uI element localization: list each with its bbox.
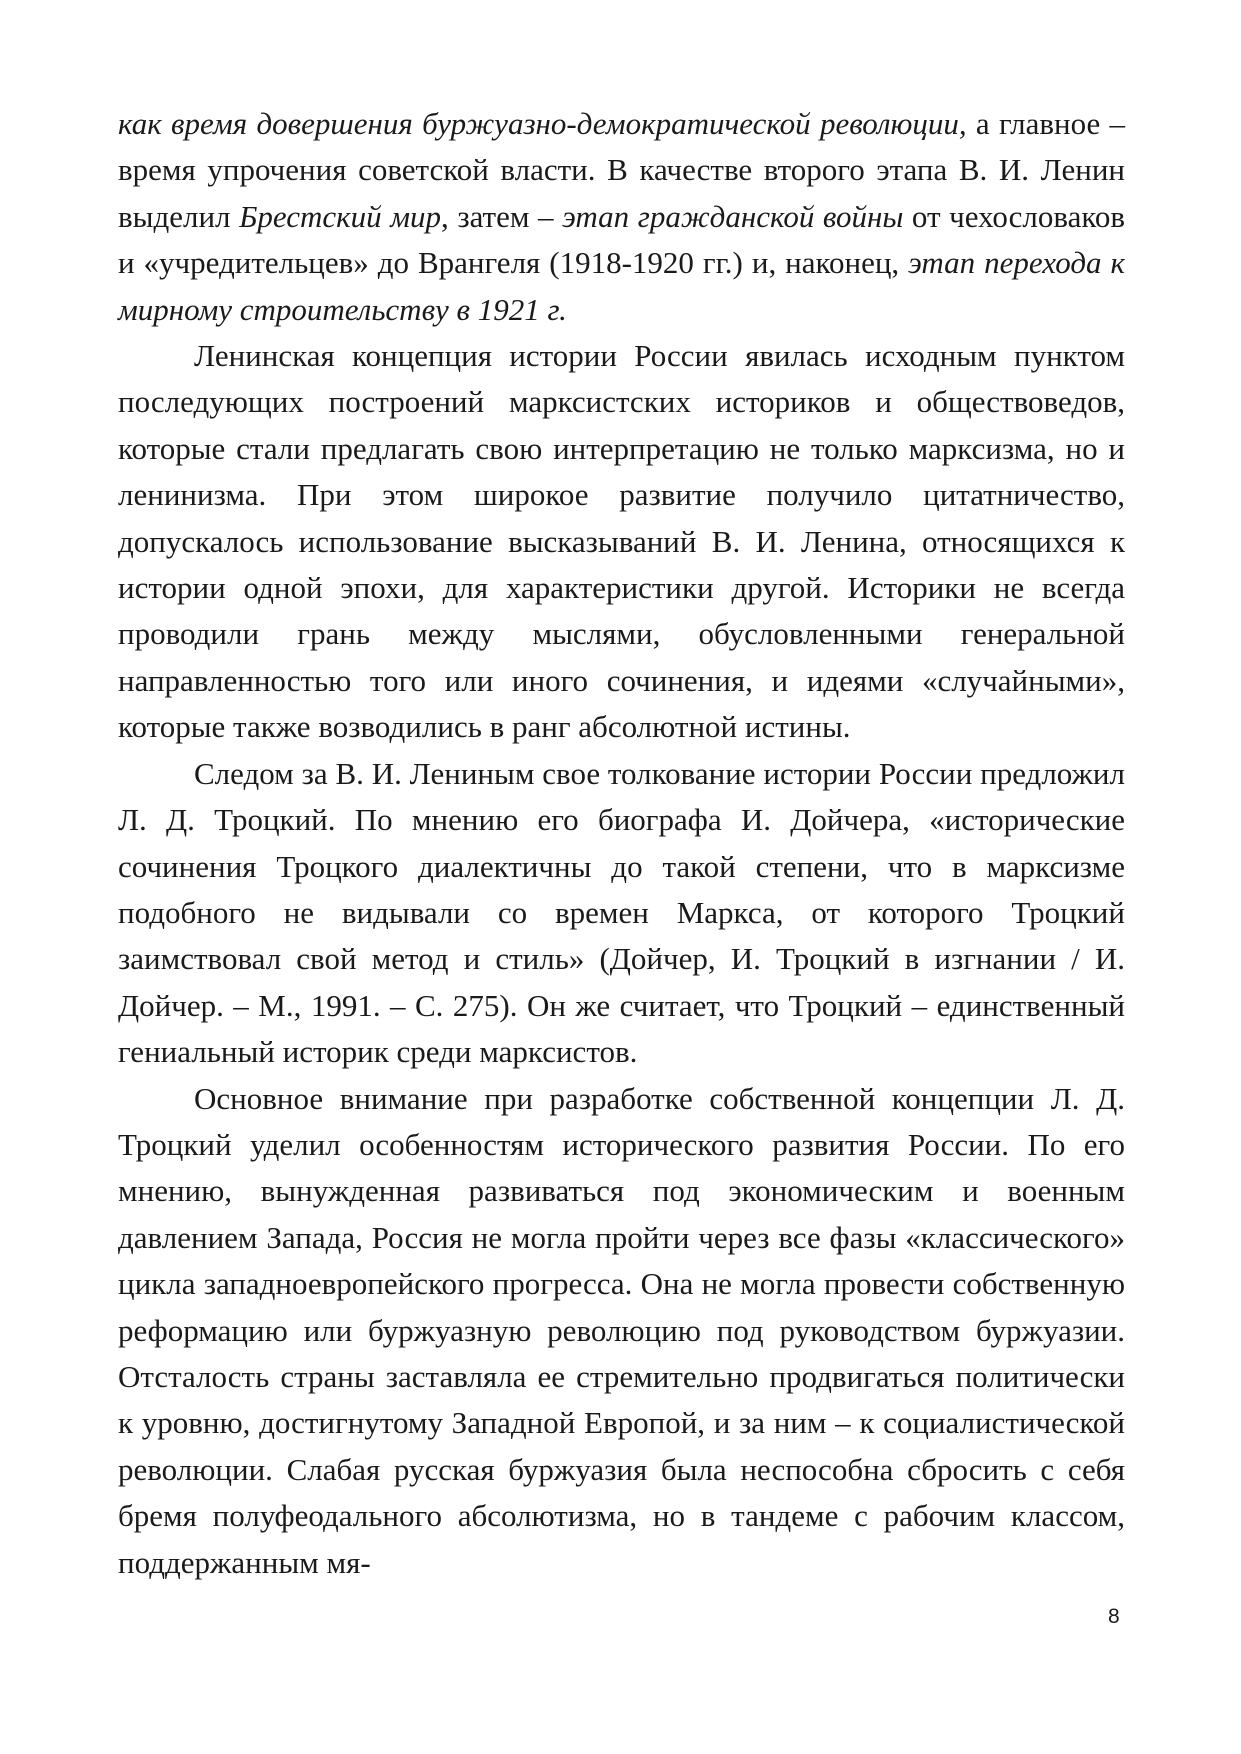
paragraph-1-seg-3: Брестский мир [239, 198, 442, 234]
paragraph-1-seg-7: этап перехода к мирному строительству в 1921 г. [118, 245, 1125, 327]
paragraph-3-text: Следом за В. И. Лениным свое толкование истории России предложил Л. Д. Троцкий. По мнению его биографа И. Дойчера, «исторические сочинения Троцкого диалектичны до такой степени, что в марксизме подобного не видывали со времен Маркса, от которого Троцкий заимствовал свой метод и стиль» (Дойчер, И. Троцкий в изгнании / И. Дойчер. – М., 1991. – С. 275). Он же считает, что Троцкий – единственный гениальный историк среди марксистов. [118, 755, 1125, 1070]
paragraph-1-seg-5: этап гражданской войны [562, 198, 904, 234]
paragraph-2-text: Ленинская концепция истории России явилась исходным пунктом последующих построений марксистских историков и обществоведов, которые стали предлагать свою интерпретацию не только марксизма, но и ленинизма. При этом широкое развитие получило цитатничество, допускалось использование высказываний В. И. Ленина, относящихся к истории одной эпохи, для характеристики другой. Историки не всегда проводили грань между мыслями, обусловленными генеральной направленностью того или иного сочинения, и идеями «случайными», которые также возводились в ранг абсолютной истины. [118, 338, 1125, 745]
paragraph-1 [118, 101, 1125, 333]
paragraph-2 [118, 333, 1125, 751]
paragraph-1-seg-6: от чехословаков и «учредительцев» до Врангеля (1918-1920 гг.) и, наконец, [118, 198, 1125, 281]
page-number: 8 [1108, 1605, 1120, 1628]
paragraph-3 [118, 751, 1125, 1076]
document-page [118, 101, 1125, 1586]
paragraph-1-seg-1: как время довершения буржуазно-демократической революции, [118, 106, 967, 141]
paragraph-1-seg-2: а главное – время упрочения советской власти. В качестве второго этапа В. И. Ленин выделил [118, 106, 1126, 234]
paragraph-1-seg-4: , затем – [441, 198, 563, 234]
paragraph-4 [118, 1076, 1125, 1586]
paragraph-4-text: Основное внимание при разработке собственной концепции Л. Д. Троцкий уделил особенностям исторического развития России. По его мнению, вынужденная развиваться под экономическим и военным давлением Запада, Россия не могла пройти через все фазы «классического» цикла западноевропейского прогресса. Она не могла провести собственную реформацию или буржуазную революцию под руководством буржуазии. Отсталость страны заставляла ее стремительно продвигаться политически к уровню, достигнутому Западной Европой, и за ним – к социалистической революции. Слабая русская буржуазия была неспособна сбросить с себя бремя полуфеодального абсолютизма, но в тандеме с рабочим классом, поддержанным мя- [118, 1080, 1125, 1580]
